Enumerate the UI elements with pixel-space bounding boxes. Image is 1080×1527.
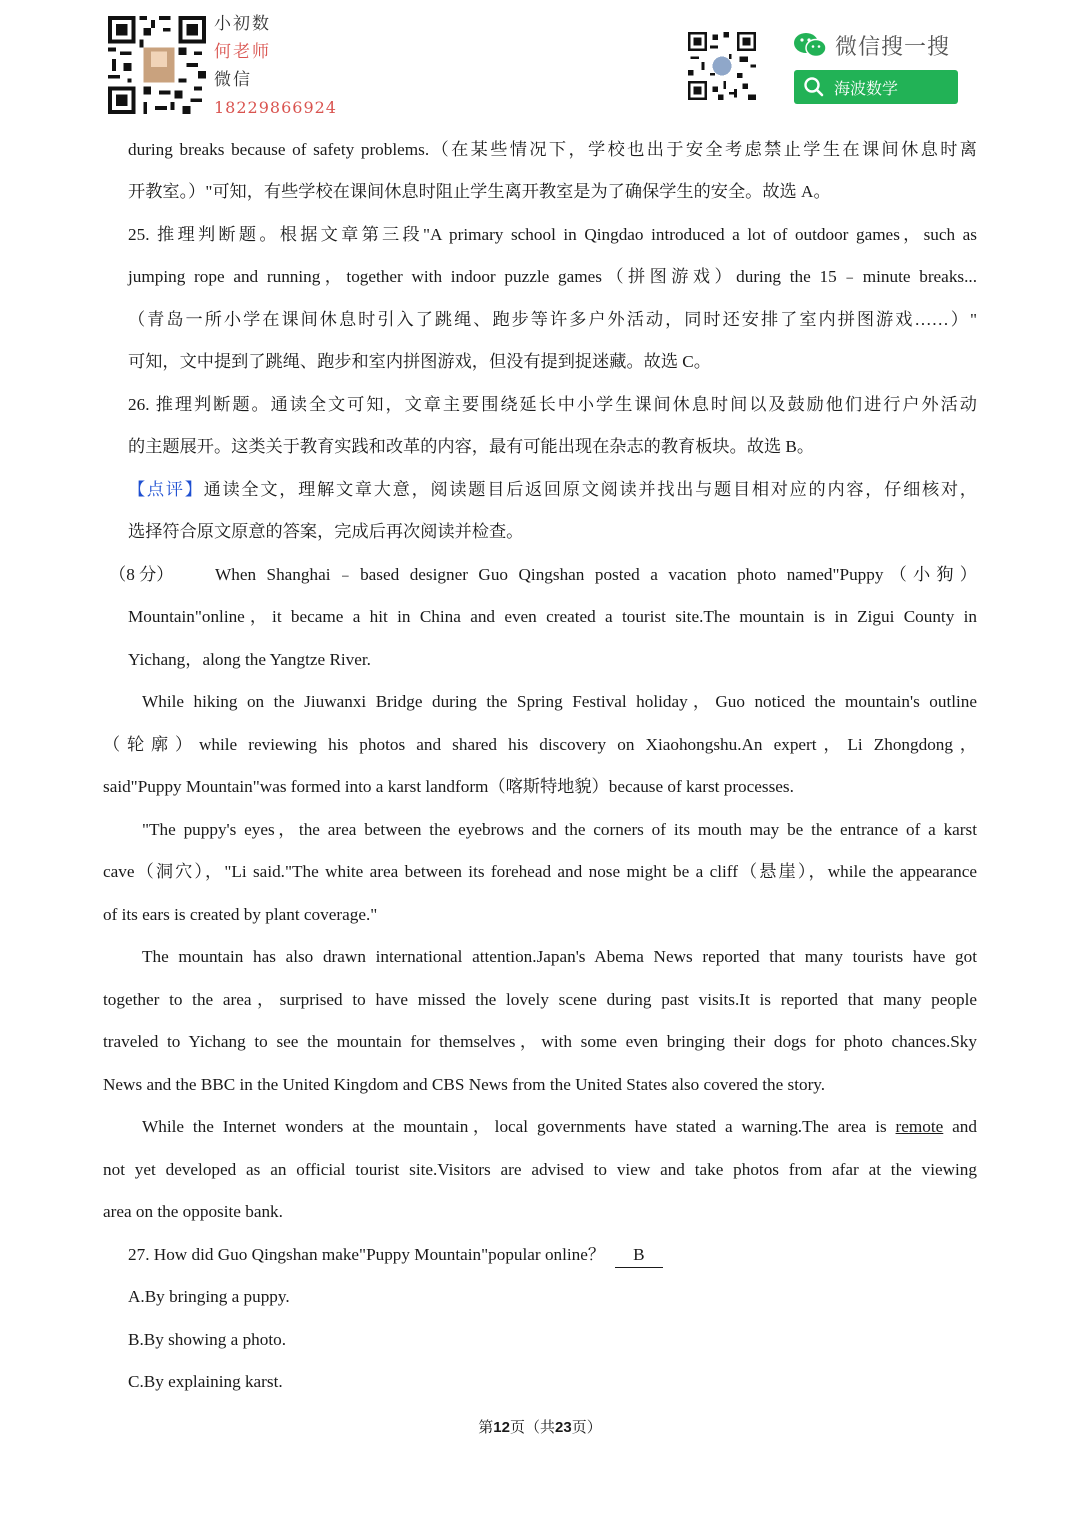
wechat-search-text: 微信搜一搜 <box>835 34 951 60</box>
search-icon <box>803 76 825 98</box>
passage-line: "The puppy's eyes，the area between the eyebrows and the corners of its mouth may be the entrance of a karst <box>142 820 977 839</box>
comment-line <box>128 478 977 502</box>
text-line: during breaks because of safety problems.（在某些情况下，学校也出于安全考虑禁止学生在课间休息时离 <box>128 140 977 159</box>
passage-line: While hiking on the Jiuwanxi Bridge during the Spring Festival holiday，Guo noticed the mountain's outline <box>142 692 977 711</box>
passage-line <box>142 1115 977 1139</box>
footer-text: 第 <box>478 1418 494 1436</box>
passage-line: traveled to Yichang to see the mountain for themselves，with some even bringing their dogs for photo chances.Sky <box>103 1032 977 1051</box>
answer-blank: B <box>615 1243 662 1268</box>
option-c: C.By explaining karst. <box>128 1372 283 1391</box>
passage-line: cave（洞穴），"Li said."The white area between its forehead and nose might be a cliff（悬崖），while the appearance <box>103 862 977 881</box>
passage-line: （轮廓）while reviewing his photos and shared his discovery on Xiaohongshu.An expert，Li Zhongdong， <box>103 735 977 754</box>
comment-tag: 【点评】 <box>128 480 204 499</box>
footer-text: 页） <box>571 1418 602 1436</box>
page-footer <box>0 1416 1080 1437</box>
passage-line: not yet developed as an official tourist site.Visitors are advised to view and take photos from afar at the viewing <box>103 1160 977 1179</box>
contact-phone: 18229866924 <box>214 98 337 117</box>
contact-line: 微信 <box>214 70 252 90</box>
passage-line: Yichang，along the Yangtze River. <box>128 650 371 669</box>
passage-line: of its ears is created by plant coverage." <box>103 905 378 924</box>
contact-name: 何老师 <box>214 42 271 62</box>
passage-line: said"Puppy Mountain"was formed into a karst landform（喀斯特地貌）because of karst processes. <box>103 777 794 796</box>
question-27 <box>128 1243 663 1268</box>
qr-code-icon <box>108 16 206 114</box>
underlined-word: remote <box>895 1117 944 1136</box>
question-text: 27. How did Guo Qingshan make"Puppy Mountain"popular online？ <box>128 1245 606 1264</box>
text-line: 可知，文中提到了跳绳、跑步和室内拼图游戏，但没有提到捉迷藏。故选 C。 <box>128 352 711 371</box>
passage-line: Mountain"online，it became a hit in China and even created a tourist site.The mountain is in Zigui County in <box>128 607 977 626</box>
page-number: 12 <box>493 1419 510 1436</box>
page-header <box>0 0 1080 125</box>
text-segment: While the Internet wonders at the mountain，local governments have stated a warning.The area is <box>142 1117 896 1136</box>
wechat-search-label <box>793 28 963 62</box>
comment-text: 通读全文，理解文章大意，阅读题目后返回原文阅读并找出与题目相对应的内容，仔细核对， <box>203 480 977 499</box>
contact-line: 小初数 <box>214 14 271 34</box>
option-a: A.By bringing a puppy. <box>128 1287 290 1306</box>
text-line: （青岛一所小学在课间休息时引入了跳绳、跑步等许多户外活动，同时还安排了室内拼图游戏……）" <box>128 310 977 329</box>
text-line: 开教室。）"可知，有些学校在课间休息时阻止学生离开教室是为了确保学生的安全。故选 A。 <box>128 182 831 201</box>
text-line: 25. 推理判断题。根据文章第三段"A primary school in Qingdao introduced a lot of outdoor games，such as <box>128 225 977 244</box>
option-b: B.By showing a photo. <box>128 1330 287 1349</box>
text-line: 的主题展开。这类关于教育实践和改革的内容，最有可能出现在杂志的教育板块。故选 B。 <box>128 437 815 456</box>
total-pages: 23 <box>555 1419 572 1436</box>
search-button[interactable] <box>794 70 958 104</box>
qr-code-icon <box>688 32 756 100</box>
text-segment: and <box>943 1117 977 1136</box>
passage-line: together to the area，surprised to have missed the lovely scene during past visits.It is reported that many people <box>103 990 977 1009</box>
score-label: （8 分） <box>109 565 174 584</box>
contact-info <box>214 10 337 122</box>
passage-line: When Shanghai﹣based designer Guo Qingshan posted a vacation photo named"Puppy（小狗） <box>215 565 977 584</box>
text-line: jumping rope and running，together with indoor puzzle games（拼图游戏）during the 15﹣minute breaks... <box>128 267 977 286</box>
footer-text: 页（共 <box>509 1418 555 1436</box>
search-button-label: 海波数学 <box>834 78 899 98</box>
passage-line: area on the opposite bank. <box>103 1202 283 1221</box>
passage-line: News and the BBC in the United Kingdom and CBS News from the United States also covered the story. <box>103 1075 826 1094</box>
passage-line: The mountain has also drawn international attention.Japan's Abema News reported that many tourists have got <box>142 947 977 966</box>
text-line: 选择符合原文原意的答案，完成后再次阅读并检查。 <box>128 522 524 541</box>
wechat-icon <box>793 32 827 58</box>
text-line: 26. 推理判断题。通读全文可知，文章主要围绕延长中小学生课间休息时间以及鼓励他们进行户外活动 <box>128 395 977 414</box>
